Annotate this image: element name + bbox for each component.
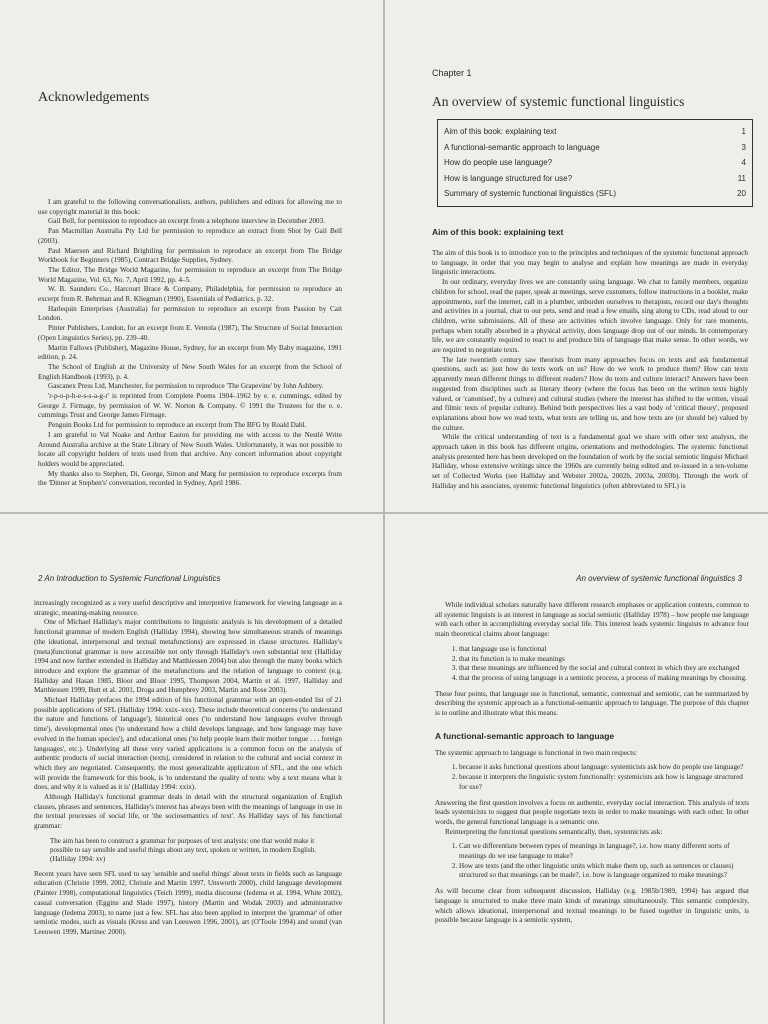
list-item: 2. that its function is to make meanings [459, 655, 749, 665]
chapter-contents-box [437, 119, 753, 207]
ack-paragraph: Pan Macmillan Australia Pty Ltd for permission to reproduce an extract from Shot by Gail Bell (2003). [38, 227, 342, 245]
body-paragraph: The aim of this book is to introduce you to the principles and techniques of the systemic functional approach to language, in order that you may begin to analyse and explain how meanings are made in everyday linguistic interactions. [432, 249, 748, 277]
acknowledgements-page [0, 0, 383, 512]
body-paragraph: In our ordinary, everyday lives we are constantly using language. We chat to family members, organize children for school, read the paper, speak at meetings, serve customers, follow instructions in a booklet, make appointments, surf the internet, call in a plumber, unburden ourselves to therapists, record our day's thoughts and activities in a journal, chat to our pets, send and read a few emails, sing along to CDs, read aloud to our children, write submissions. All of these are activities which involve language. Only for rare moments, perhaps when totally absorbed in a physical activity, does language drop out of our minds. In contemporary life, we are constantly required to react to and produce bits of language that make sense. In other words, we are required to negotiate texts. [432, 278, 748, 355]
ack-paragraph: Gascanex Press Ltd, Manchester, for permission to reproduce 'The Grapevine' by John Ashbery. [48, 382, 324, 391]
list-item: 3. that these meanings are influenced by the social and cultural context in which they are exchanged [459, 664, 749, 674]
contents-label: Aim of this book: explaining text [444, 127, 557, 136]
body-paragraph: As will become clear from subsequent discussion, Halliday (e.g. 1985b/1989, 1994) has argued that language is structured to make three main kinds of meanings simultaneously. This semantic complexity, which allows ideational, interpersonal and textual meanings to be fused together in linguistic units, is possible because language is a semiotic system, [435, 887, 749, 925]
list-item: 1. because it asks functional questions about language: systemicists ask how do people use language? [459, 763, 749, 773]
running-header: An overview of systemic functional linguistics 3 [576, 574, 742, 583]
body-paragraph: The systemic approach to language is functional in two main respects: [435, 748, 637, 757]
body-paragraph: These four points, that language use is functional, semantic, contextual and semiotic, can be summarized by describing the systemic approach as a functional-semantic approach to language. The purpose of this chapter is to outline and illustrate what this means. [435, 689, 749, 718]
body-paragraph: While the critical understanding of text is a fundamental goal we share with other text analysts, the approach taken in this book has different origins, orientations and methodologies. The systemic functional analysis presented here has been developed on the foundation of work by the social semiotic linguist Michael Halliday, whose extensive writings since the 1960s are currently being edited and re-issued in a ten-volume set of Collected Works (see Halliday and Webster 2002a, 2002b, 2003a, 2003b). Through the work of Halliday and his associates, systemic functional linguistics (often abbreviated to SFL) is [432, 433, 748, 490]
contents-label: A functional-semantic approach to language [444, 142, 600, 152]
contents-row[interactable] [444, 171, 746, 187]
contents-row[interactable] [444, 155, 746, 171]
ack-paragraph: 'r-p-o-p-h-e-s-s-a-g-r' is reprinted from Complete Poems 1904–1962 by e. e. cummings, edited by George J. Firmage, by permission of W. W. Norton & Company. © 1991 the Trustees for the e. e. cummings Trust and George James Firmage. [38, 392, 342, 420]
list-item: 1. that language use is functional [459, 645, 749, 655]
ack-paragraph: The School of English at the University of New South Wales for an excerpt from the School of English Handbook (1993), p. 4. [38, 362, 342, 381]
page-2 [0, 514, 383, 1024]
contents-label: How do people use language? [444, 158, 553, 167]
running-header: 2 An Introduction to Systemic Functional Linguistics [38, 574, 221, 583]
section-heading: A functional-semantic approach to language [435, 730, 615, 741]
contents-page: 3 [741, 142, 746, 152]
list-item: 1. Can we differentiate between types of meanings in language?, i.e. how many different sorts of meanings do we use language to make? [459, 842, 749, 861]
body-paragraph: While individual scholars naturally have different research emphases or application contexts, common to all systemic linguists is an interest in language as social semiotic (Halliday 1978) – how people use language with each other in accomplishing everyday social life. This interest leads systemic linguists to advance four main theoretical claims about language: [435, 601, 749, 639]
page-3 [385, 514, 768, 1024]
body-paragraph: Reinterpreting the functional questions semantically, then, systemicists ask: [445, 827, 663, 836]
contents-label: How is language structured for use? [444, 173, 573, 183]
ack-paragraph: Pinter Publishers, London, for an excerpt from E. Ventola (1987), The Structure of Social Interaction (Open Linguistics Series), pp. 239–40. [38, 324, 342, 342]
ack-paragraph: The Editor, The Bridge World Magazine, for permission to reproduce an excerpt from The Bridge World Magazine, Vol. 63, No. 7, April 1992, pp. 4–5. [38, 265, 342, 284]
ack-paragraph: I am grateful to the following conversationalists, authors, publishers and editors for allowing me to use copyright material in this book: [38, 198, 342, 216]
contents-page: 1 [741, 127, 746, 136]
section-heading: Aim of this book: explaining text [432, 227, 564, 237]
ack-paragraph: Martin Fallows (Publisher), Magazine House, Sydney, for an excerpt from My Baby magazine, 1991 edition, p. 24. [38, 343, 342, 362]
contents-row[interactable] [444, 140, 746, 156]
ack-paragraph: I am grateful to Val Noake and Arthur Easton for providing me with access to the Nestlé Write Around Australia archive at the State Library of New South Wales. Unfortunately, it was not possible to locate all copyright holders of texts used from that archive. Any concert information about copyright holders would be appreciated. [38, 430, 342, 468]
contents-page: 11 [737, 173, 746, 183]
body-paragraph: One of Michael Halliday's major contributions to linguistic analysis is his development of a detailed functional grammar of modern English (Halliday 1994), showing how simultaneous strands of meanings (the ideational, interpersonal and textual metafunctions) are expressed in clause structures. Halliday's (meta)functional grammar is now accessible not only through Halliday's own substantial text (Halliday 1994 and now further extended in Halliday and Matthiessen 2004) but also through the many books which introduce and explore the grammar of the metafunctions and the relation of language to context (e.g. Halliday and Hasan 1985, Bloor and Bloor 1995, Thompson 2004, Martin et al. 1997, Halliday and Matthiessen 1999, Butt et al. 2001, Droga and Humphrey 2003, Martin and Rose 2003). [34, 618, 342, 695]
contents-page: 20 [737, 189, 746, 198]
ack-paragraph: Gail Bell, for permission to reproduce an excerpt from a telephone interview in December 2003. [48, 217, 326, 226]
body-paragraph: The late twentieth century saw theorists from many approaches focus on texts and ask fundamental questions, such as: just how do texts work on us? How do we work to produce them? How can texts apparently mean different things to different readers? How do texts and culture interact? Answers have been suggested from disciplines such as literary theory (where the focus has been on the written texts highly valued, or 'canonised', by a culture) and cultural studies (where the interest has shifted to the written, visual and filmic texts of popular culture). Behind both perspectives lies a vast body of 'critical theory', proposed explanations about how we read texts, what texts are telling us, and how texts are (or should be) valued by the culture. [432, 355, 748, 432]
block-quote: The aim has been to construct a grammar for purposes of text analysis: one that would make it possible to say sensible and useful things about any text, spoken or written, in modern English. (Halliday 1994: xv) [50, 836, 316, 864]
ack-paragraph: Penguin Books Ltd for permission to reproduce an excerpt from The BFG by Roald Dahl. [48, 421, 307, 430]
body-paragraph: Recent years have seen SFL used to say 'sensible and useful things' about texts in fields such as language education (Christie 1999, 2002, Christie and Martin 1997, Unsworth 2000), child language development (Painter 1998), computational linguistics (Teich 1999), media discourse (Iedema et al. 1994, White 2002), casual conversation (Eggins and Slade 1997), history (Martin and Wodak 2003) and administrative language (Iedema 2003), to name just a few. SFL has also been applied to interpret the 'grammar' of other semiotic modes, such as visuals (Kress and van Leeuwen 1996, 2001), art (O'Toole 1994) and sound (van Leeuwen 1999, Martinec 2000). [34, 869, 342, 936]
chapter-label: Chapter 1 [432, 68, 472, 78]
ack-paragraph: Harlequin Enterprises (Australia) for permission to reproduce an excerpt from Passion by Cait London. [38, 304, 342, 323]
body-paragraph: Answering the first question involves a focus on authentic, everyday social interaction. This analysis of texts leads systemicists to suggest that people negotiate texts in order to make meanings with each other. In other words, the general functional language is a semantic one. [435, 798, 749, 826]
contents-label: Summary of systemic functional linguistics (SFL) [444, 189, 617, 198]
contents-row[interactable] [444, 186, 746, 202]
list-item: 2. because it interprets the linguistic system functionally: systemicists ask how is language structured for use? [459, 773, 749, 792]
ack-paragraph: My thanks also to Stephen, Di, George, Simon and Marg for permission to reproduce excerpts from the 'Dinner at Stephen's' conversation, recorded in Sydney, April 1986. [38, 469, 342, 488]
contents-row[interactable] [444, 124, 746, 140]
chapter-title: An overview of systemic functional linguistics [432, 94, 685, 109]
body-paragraph: Although Halliday's functional grammar deals in detail with the structural organization of English clauses, phrases and sentences, Halliday's interest has always been with the meanings of language in use in the textual processes of social life, or 'the sociosemantics of text'. As Halliday says of his functional grammar: [34, 793, 342, 831]
list-item: 4. that the process of using language is a semiotic process, a process of making meanings by choosing. [459, 674, 749, 684]
body-paragraph: Michael Halliday prefaces the 1994 edition of his functional grammar with an open-ended list of 21 possible applications of SFL (Halliday 1994: xxix–xxx). These include theoretical concerns ('to understand the nature and functions of language'), historical ones ('to understand how languages evolve through time'), developmental ones ('to understand how a child develops language, and how language may have evolved in the human species'), and educational ones ('to help people learn their mother tongue . . . foreign languages', etc.). Underlying all these very varied applications is a common focus on the analysis of authentic products of social interaction (texts), considered in relation to the cultural and social context in which they are negotiated. Consequently, the most generalizable application of SFL, and the one which will provide the framework for this book, is 'to understand the quality of texts: why a text means what it does, and why it is valued as it is' (Halliday 1994: xxix). [34, 696, 342, 792]
ack-paragraph: W. B. Saunders Co., Harcourt Brace & Company, Philadelphia, for permission to reproduce an excerpt from R. Behrman and R. Kliegman (1990), Essentials of Pediatrics, p. 32. [38, 285, 342, 304]
ack-paragraph: Paul Maersen and Richard Brightling for permission to reproduce an excerpt from The Bridge Workbook for Beginners (1985), Contract Bridge Supplies, Sydney. [38, 246, 342, 265]
chapter-1-page [385, 0, 768, 512]
list-item: 2. How are texts (and the other linguistic units which make them up, such as sentences or clauses) structured so that meanings can be made?, i.e. how is language organized to make meanings? [459, 862, 749, 881]
acknowledgements-title: Acknowledgements [38, 90, 150, 105]
contents-page: 4 [741, 158, 746, 167]
body-paragraph: increasingly recognized as a very useful descriptive and interpretive framework for viewing language as a strategic, meaning-making resource. [34, 599, 342, 617]
